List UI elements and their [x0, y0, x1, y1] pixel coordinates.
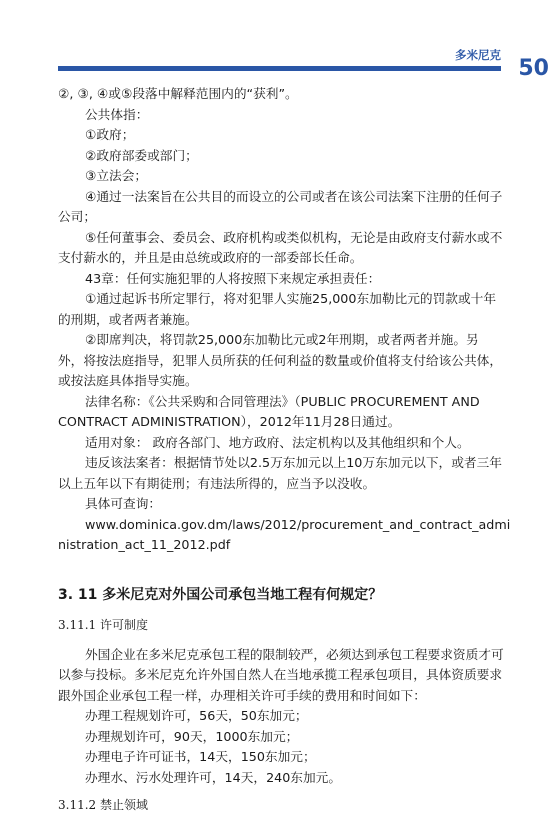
subsection-heading: 3.11.1 许可制度: [58, 617, 148, 632]
url-text: nistration_act_11_2012.pdf: [58, 537, 231, 552]
page-content: [58, 84, 511, 813]
paragraph: 违反该法案者：根据情节处以2.5万东加元以上10万东加元以下，或者三年以上五年以下有期徒刑；有违法所得的，应当予以没收。: [58, 455, 502, 491]
list-item: ①通过起诉书所定罪行，将对犯罪人实施25,000东加勒比元的罚款或十年的刑期，或者两者兼施。: [58, 291, 497, 327]
paragraph: 适用对象： 政府各部门、地方政府、法定机构以及其他组织和个人。: [85, 434, 470, 450]
list-item: ②政府部委或部门；: [85, 147, 198, 163]
paragraph: 43章：任何实施犯罪的人将按照下来规定承担责任：: [85, 270, 381, 286]
list-item: 办理水、污水处理许可，14天，240东加元。: [85, 769, 342, 785]
paragraph: ②, ③, ④或⑤段落中解释范围内的“获利”。: [58, 86, 298, 101]
page-number: 50: [518, 56, 549, 81]
list-item: ②即席判决，将罚款25,000东加勒比元或2年刑期，或者两者并施。另外，将按法庭指导，犯罪人员所获的任何利益的数量或价值将支付给该公共体，或按法庭具体指导实施。: [58, 332, 503, 388]
header-title: 多米尼克: [455, 48, 501, 62]
list-item: 办理电子许可证书，14天，150东加元；: [85, 749, 316, 764]
list-item: ③立法会；: [85, 168, 148, 183]
paragraph: 公共体指：: [85, 106, 149, 122]
list-item: ④通过一法案旨在公共目的而设立的公司或者在该公司法案下注册的任何子公司；: [58, 188, 503, 224]
paragraph: 具体可查询：: [85, 496, 162, 511]
subsection-heading: 3.11.2 禁止领域: [58, 798, 148, 812]
paragraph: 法律名称：《公共采购和合同管理法》（PUBLIC PROCUREMENT AND CONTRACT ADMINISTRATION），2012年11月28日通过。: [58, 393, 480, 429]
list-item: 办理规划许可，90天，1000东加元；: [85, 728, 299, 744]
list-item: ①政府；: [85, 127, 135, 142]
section-heading: 3. 11 多米尼克对外国公司承包当地工程有何规定？: [58, 586, 383, 603]
url-text: www.dominica.gov.dm/laws/2012/procurement_and_contract_admi: [85, 516, 511, 532]
list-item: 办理工程规划许可，56天，50东加元；: [85, 708, 308, 723]
header-rule: [58, 66, 501, 71]
list-item: ⑤任何董事会、委员会、政府机构或类似机构，无论是由政府支付薪水或不支付薪水的，并且是由总统或政府的一部委部长任命。: [58, 229, 503, 265]
paragraph: 外国企业在多米尼克承包工程的限制较严，必须达到承包工程要求资质才可以参与投标。多米尼克允许外国自然人在当地承揽工程承包项目，具体资质要求跟外国企业承包工程一样，办理相关许可手续的费用和时间如下：: [58, 646, 504, 703]
